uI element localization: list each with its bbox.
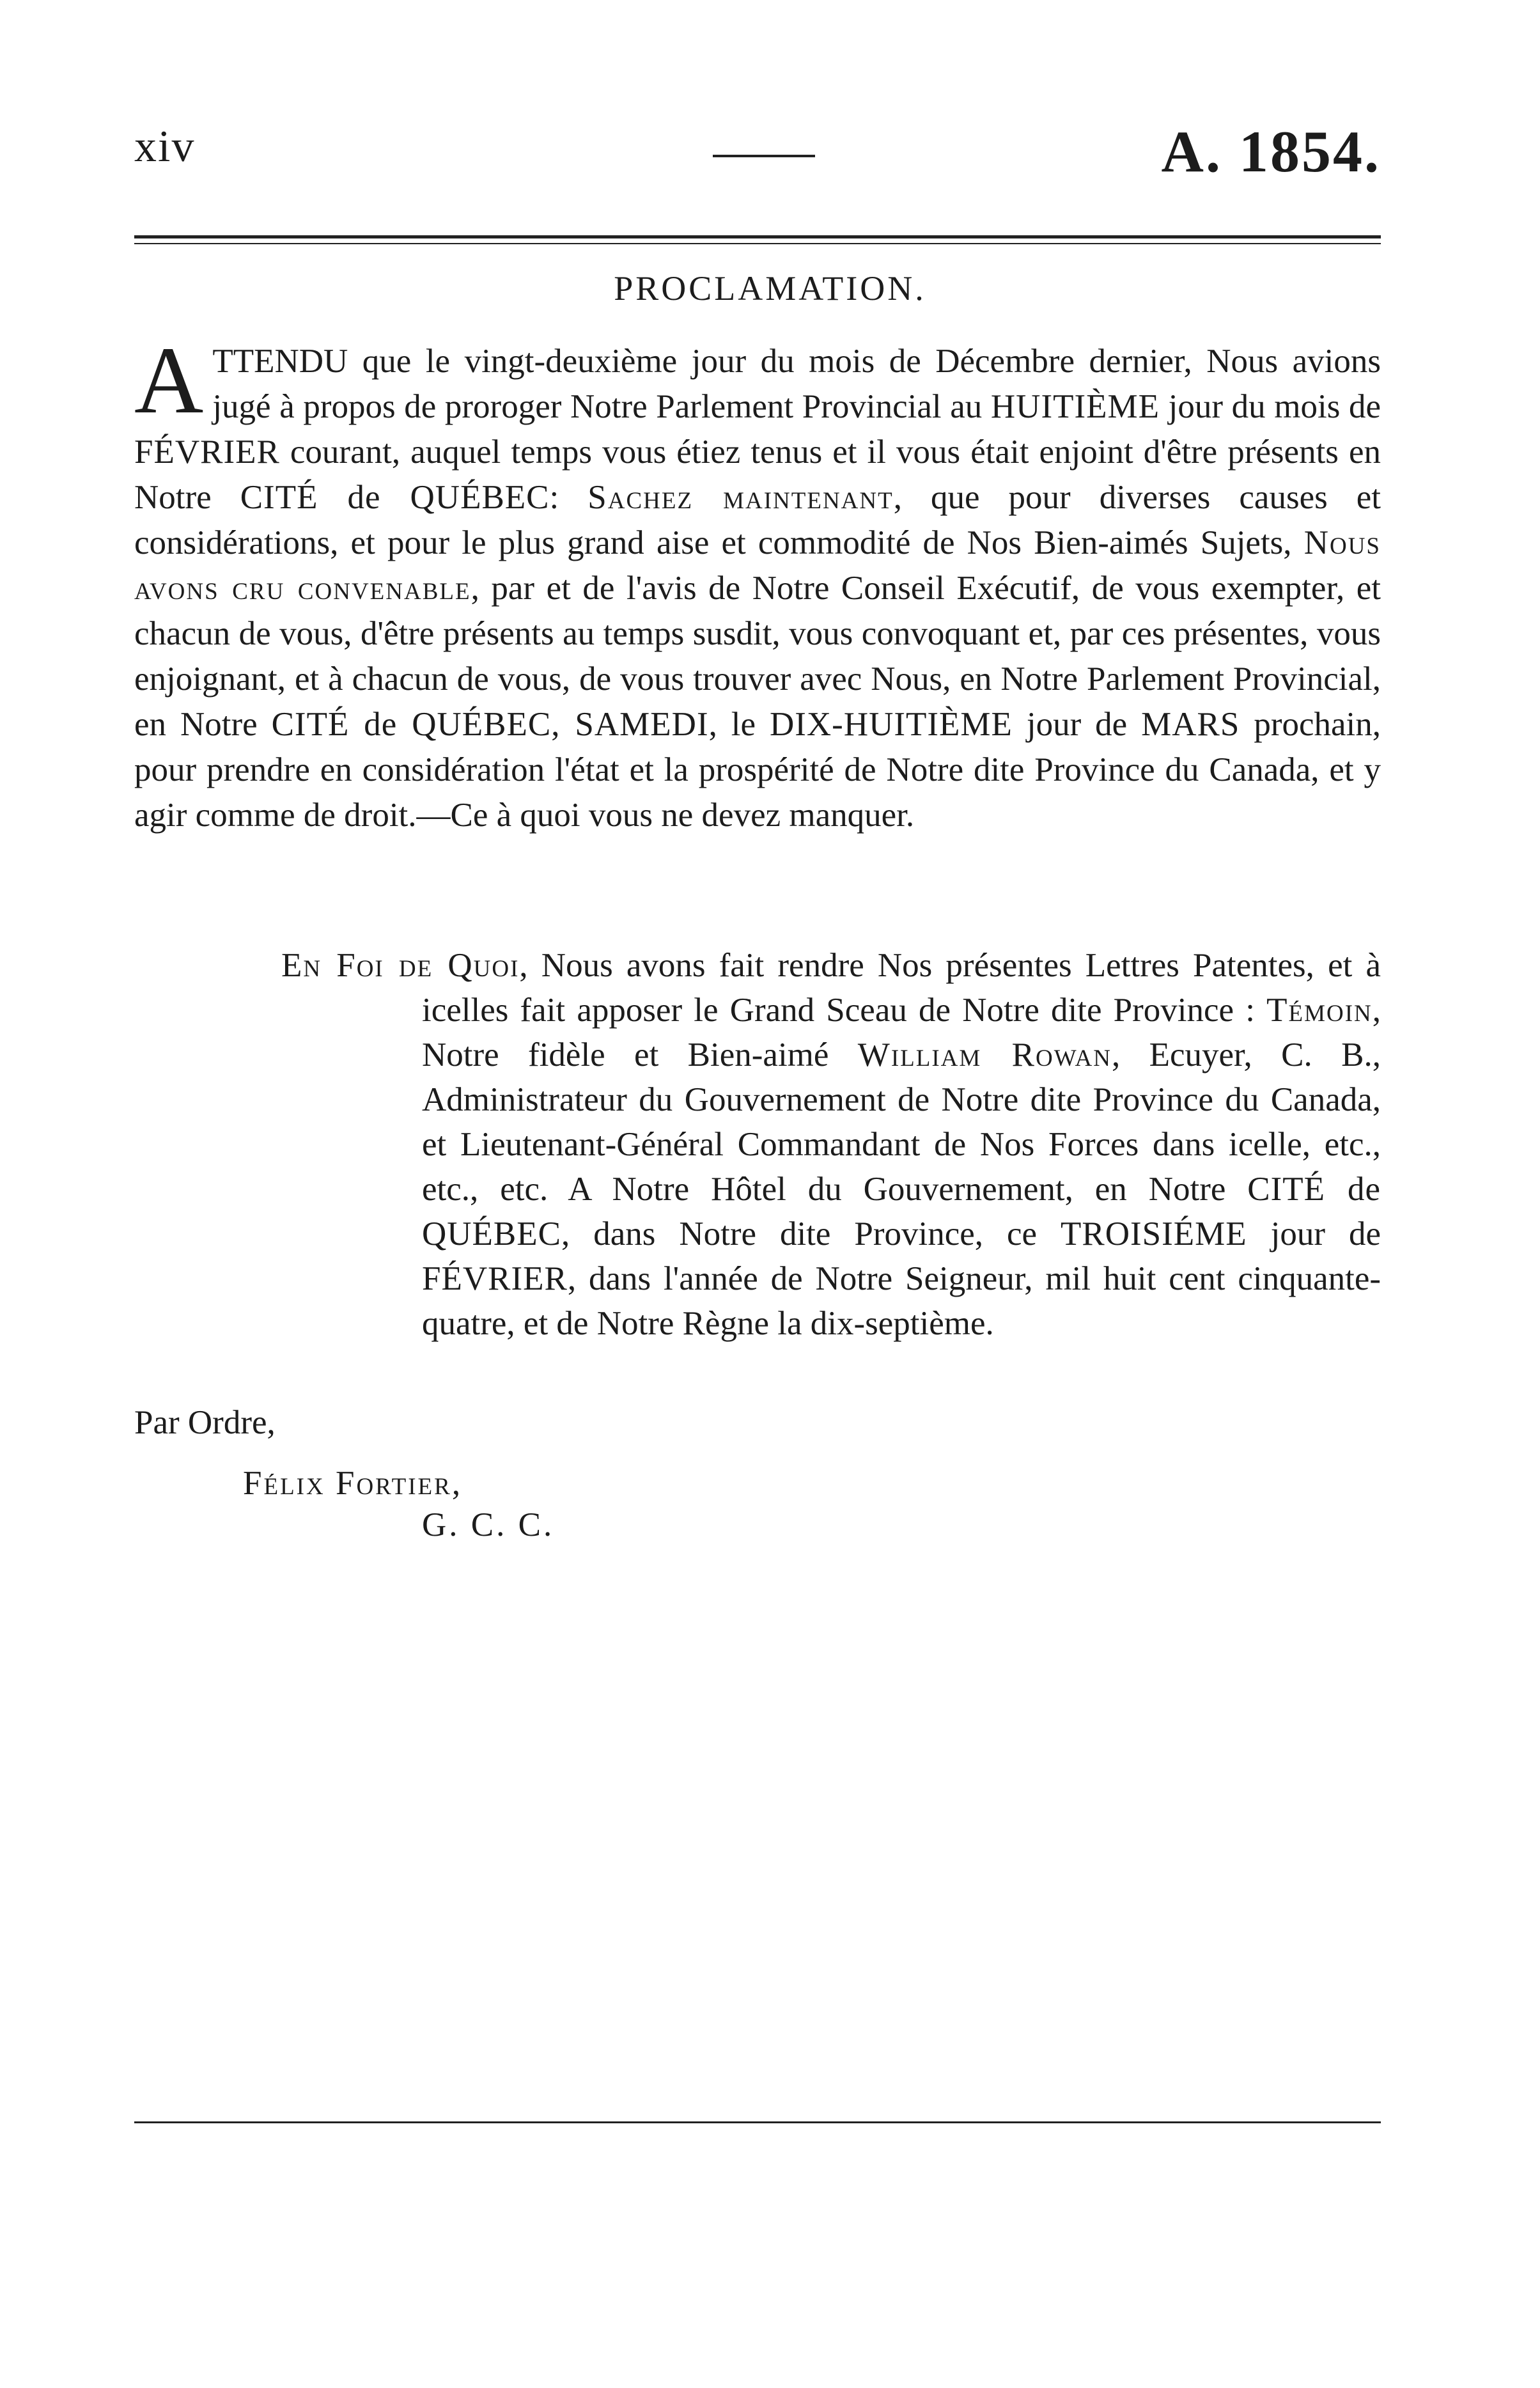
body-text-1: TTENDU que le vingt-deuxième jour du mois de Décembre dernier, Nous avions jugé à propos de proroger Notre Parlement Provincial au xyxy=(212,343,1381,425)
proclamation-title: PROCLAMATION. xyxy=(614,269,926,308)
attestation-fevrier: FÉVRIER xyxy=(422,1260,568,1297)
par-ordre: Par Ordre, xyxy=(134,1404,276,1441)
rule-thick xyxy=(134,235,1381,238)
nous-avons-cru-convenable: Nous avons cru convenable xyxy=(134,524,1381,607)
attestation-text-5: jour de xyxy=(1247,1215,1381,1253)
body-text-4: : xyxy=(549,479,588,516)
header-double-rule xyxy=(134,235,1381,244)
body-text-8: jour de xyxy=(1012,706,1142,743)
rule-thin xyxy=(134,243,1381,244)
attestation-text-1: , Nous avons fait rendre Nos présentes Lettres Patentes, et à icelles fait apposer le Grand Sceau de Notre dite Province : xyxy=(422,947,1381,1029)
sachez-maintenant: Sachez maintenant xyxy=(587,479,894,516)
attestation-text-6: , dans l'année de Notre Seigneur, mil huit cent cinquante-quatre, et de Notre Règne la dix-septième. xyxy=(422,1260,1381,1342)
attestation-text-3: , Ecuyer, C. B., Administrateur du Gouvernement de Notre dite Province du Canada, et Lieutenant-Général Commandant de Nos Forces dans icelle, etc., etc., etc. A Notre Hôtel du Gouvernement, en Notre xyxy=(422,1036,1381,1208)
temoin: Témoin xyxy=(1266,992,1373,1029)
page-number: xiv xyxy=(134,122,196,171)
body-text-9: prochain, pour prendre en considération l'état et la prospérité de Notre dite Province du Canada, et y agir comme de droit.—Ce à quoi vous ne devez manquer. xyxy=(134,706,1381,834)
fevrier: FÉVRIER xyxy=(134,433,280,471)
body-text-2: jour du mois de xyxy=(1160,388,1381,425)
body-text-6: , par et de l'avis de Notre Conseil Exécutif, de vous exempter, et chacun de vous, d'être présents au temps susdit, vous convoquant et, par ces présentes, vous enjoignant, et à chacun de vous, de vous trouver avec Nous, en Notre Parlement Provincial, en Notre xyxy=(134,570,1381,743)
body-text-5: , que pour diverses causes et considérations, et pour le plus grand aise et commodité de Nos Bien-aimés Sujets, xyxy=(134,479,1381,561)
body-text-3: courant, auquel temps vous étiez tenus et il vous était enjoint d'être présents en Notre xyxy=(134,433,1381,516)
en-foi-de-quoi: En Foi de Quoi xyxy=(281,947,520,984)
mars: MARS xyxy=(1141,706,1240,743)
attestation-text-2: , Notre fidèle et Bien-aimé xyxy=(422,992,1381,1073)
huitieme: HUITIÈME xyxy=(990,388,1160,425)
body-text-7: , le xyxy=(708,706,770,743)
signatory-title: G. C. C. xyxy=(422,1506,555,1543)
proclamation-body xyxy=(134,327,1381,838)
cite-quebec-samedi: CITÉ de QUÉBEC, SAMEDI xyxy=(271,706,709,743)
page-header xyxy=(134,121,1381,192)
dix-huitieme: DIX-HUITIÈME xyxy=(769,706,1013,743)
attestation-text-4: , dans Notre dite Province, ce xyxy=(561,1215,1061,1253)
footer-rule xyxy=(134,2121,1381,2123)
drop-cap: A xyxy=(134,327,204,433)
troisieme: TROISIÉME xyxy=(1061,1215,1247,1253)
attestation-cite-quebec: CITÉ de QUÉBEC xyxy=(422,1171,1381,1253)
year-heading: A. 1854. xyxy=(1161,119,1381,184)
william-rowan: William Rowan xyxy=(857,1036,1112,1073)
cite-quebec-1: CITÉ de QUÉBEC xyxy=(240,479,550,516)
header-dash xyxy=(713,155,815,157)
signatory-name: Félix Fortier, xyxy=(243,1465,463,1502)
attestation-paragraph xyxy=(281,943,1381,1346)
